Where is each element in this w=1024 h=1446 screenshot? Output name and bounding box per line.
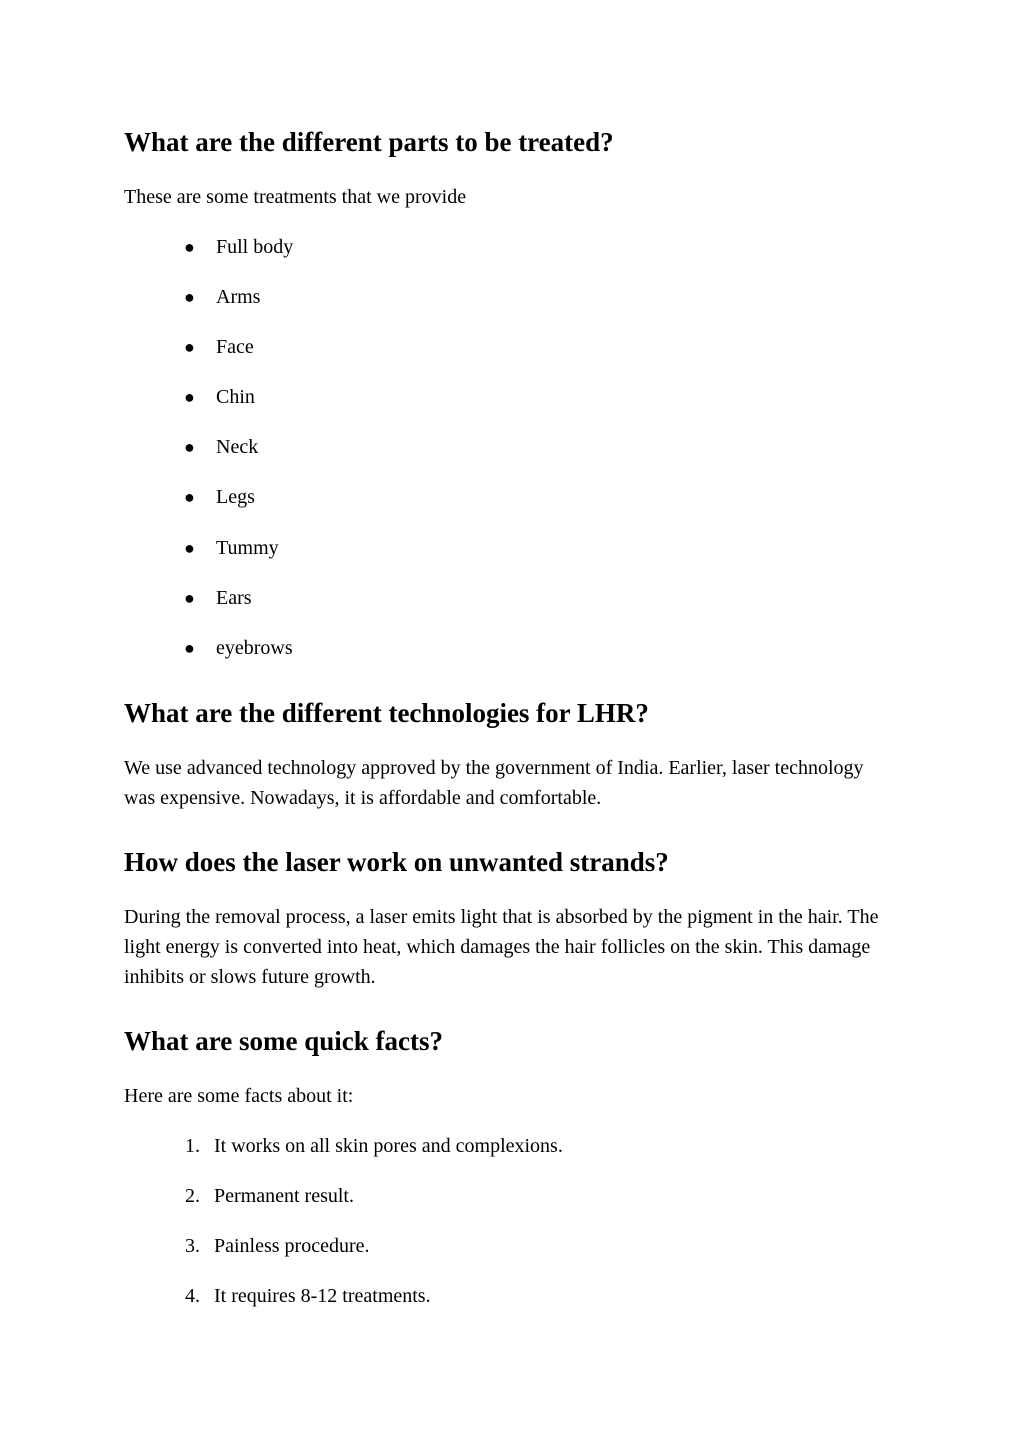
heading-parts-treated: What are the different parts to be treated? (124, 127, 614, 157)
list-item-text: Arms (216, 286, 261, 309)
list-item-text: Tummy (216, 536, 279, 559)
list-item-text: Permanent result. (214, 1185, 354, 1208)
bullet-icon: ● (184, 437, 195, 458)
list-item-text: Full body (216, 236, 294, 258)
list-number: 2. (185, 1185, 200, 1208)
bullet-icon: ● (184, 287, 195, 308)
list-item-text: It requires 8-12 treatments. (214, 1285, 431, 1308)
list-item-text: It works on all skin pores and complexions. (214, 1135, 563, 1157)
bullet-icon: ● (184, 337, 195, 358)
list-item-text: Neck (216, 436, 259, 459)
bullet-icon: ● (184, 387, 195, 408)
heading-technologies: What are the different technologies for LHR? (124, 698, 649, 728)
bullet-icon: ● (184, 537, 195, 558)
intro-treatments: These are some treatments that we provide (124, 186, 467, 208)
list-item-text: eyebrows (216, 636, 293, 659)
bullet-icon: ● (184, 237, 195, 257)
bullet-icon: ● (184, 587, 195, 608)
paragraph-technologies: We use advanced technology approved by the government of India. Earlier, laser technology was expensive. Nowadays, it is affordable and comfortable. (124, 757, 864, 809)
paragraph-laser-work: During the removal process, a laser emits light that is absorbed by the pigment in the hair. The light energy is converted into heat, which damages the hair follicles on the skin. This damage inhibits or slows future growth. (124, 906, 879, 988)
bullet-icon: ● (184, 637, 195, 658)
heading-quick-facts: What are some quick facts? (124, 1026, 443, 1056)
bullet-icon: ● (184, 487, 195, 508)
list-item-text: Painless procedure. (214, 1235, 370, 1258)
list-item-text: Ears (216, 586, 252, 609)
list-item-text: Chin (216, 386, 255, 409)
list-number: 4. (185, 1285, 200, 1308)
list-item-text: Legs (216, 486, 255, 509)
list-number: 1. (185, 1135, 200, 1157)
list-item-text: Face (216, 336, 254, 359)
list-number: 3. (185, 1235, 200, 1258)
intro-facts: Here are some facts about it: (124, 1085, 354, 1107)
heading-laser-work: How does the laser work on unwanted strands? (124, 847, 669, 877)
